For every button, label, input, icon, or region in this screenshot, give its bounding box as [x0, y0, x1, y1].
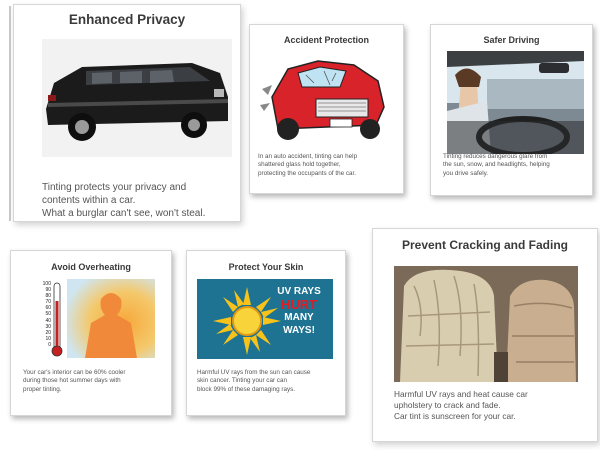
scale-label: 100	[42, 281, 51, 287]
uv-graphic-text	[271, 285, 327, 337]
card-text: Your car's interior can be 60% cooler during those hot summer days with proper tinting.	[23, 369, 126, 393]
card-accident-protection	[249, 24, 404, 194]
card-text: Harmful UV rays from the sun can cause skin cancer. Tinting your car can block 99% of these damaging rays.	[197, 369, 311, 393]
card-title: Enhanced Privacy	[68, 12, 186, 27]
crashed-car-image	[258, 51, 393, 151]
uv-line: UV RAYS	[277, 286, 321, 297]
uv-line: HURT	[280, 297, 318, 312]
card-text: Tinting reduces dangerous glare from the sun, snow, and headlights, helping you drive safely.	[443, 153, 550, 177]
card-enhanced-privacy	[13, 4, 241, 222]
card-title: Prevent Cracking and Fading	[401, 238, 569, 252]
uv-line: WAYS!	[283, 325, 315, 336]
card-safer-driving	[430, 24, 593, 196]
scale-label: 50	[45, 311, 51, 318]
scale-label: 80	[45, 293, 51, 300]
scale-label: 0	[48, 341, 51, 348]
scale-label: 30	[45, 323, 51, 330]
scale-label: 90	[45, 287, 51, 294]
driver-image	[447, 51, 584, 154]
card-title: Avoid Overheating	[51, 262, 131, 272]
scale-label: 10	[45, 335, 51, 342]
card-protect-your-skin	[186, 250, 346, 416]
thermometer-image	[33, 279, 155, 358]
card-text: Harmful UV rays and heat cause car upholstery to crack and fade. Car tint is sunscreen for your car.	[394, 389, 528, 421]
card-text: In an auto accident, tinting can help shattered glass hold together, protecting the occupants of the car.	[258, 153, 358, 177]
uv-line: MANY	[284, 312, 314, 323]
cracked-seat-image	[394, 266, 578, 382]
divider	[9, 6, 11, 221]
scale-label: 20	[45, 329, 51, 336]
card-title: Safer Driving	[483, 35, 540, 45]
card-avoid-overheating	[10, 250, 172, 416]
thermometer-scale	[35, 281, 51, 348]
card-text: Tinting protects your privacy and contents within a car. What a burglar can't see, won't steal.	[42, 182, 206, 220]
card-prevent-cracking-fading	[372, 228, 598, 442]
card-title: Protect Your Skin	[228, 262, 304, 272]
limousine-image	[42, 39, 232, 157]
scale-label: 40	[45, 317, 51, 324]
scale-label: 70	[45, 299, 51, 306]
card-title: Accident Protection	[283, 35, 369, 45]
scale-label: 60	[45, 305, 51, 312]
uv-sun-image	[197, 279, 333, 359]
